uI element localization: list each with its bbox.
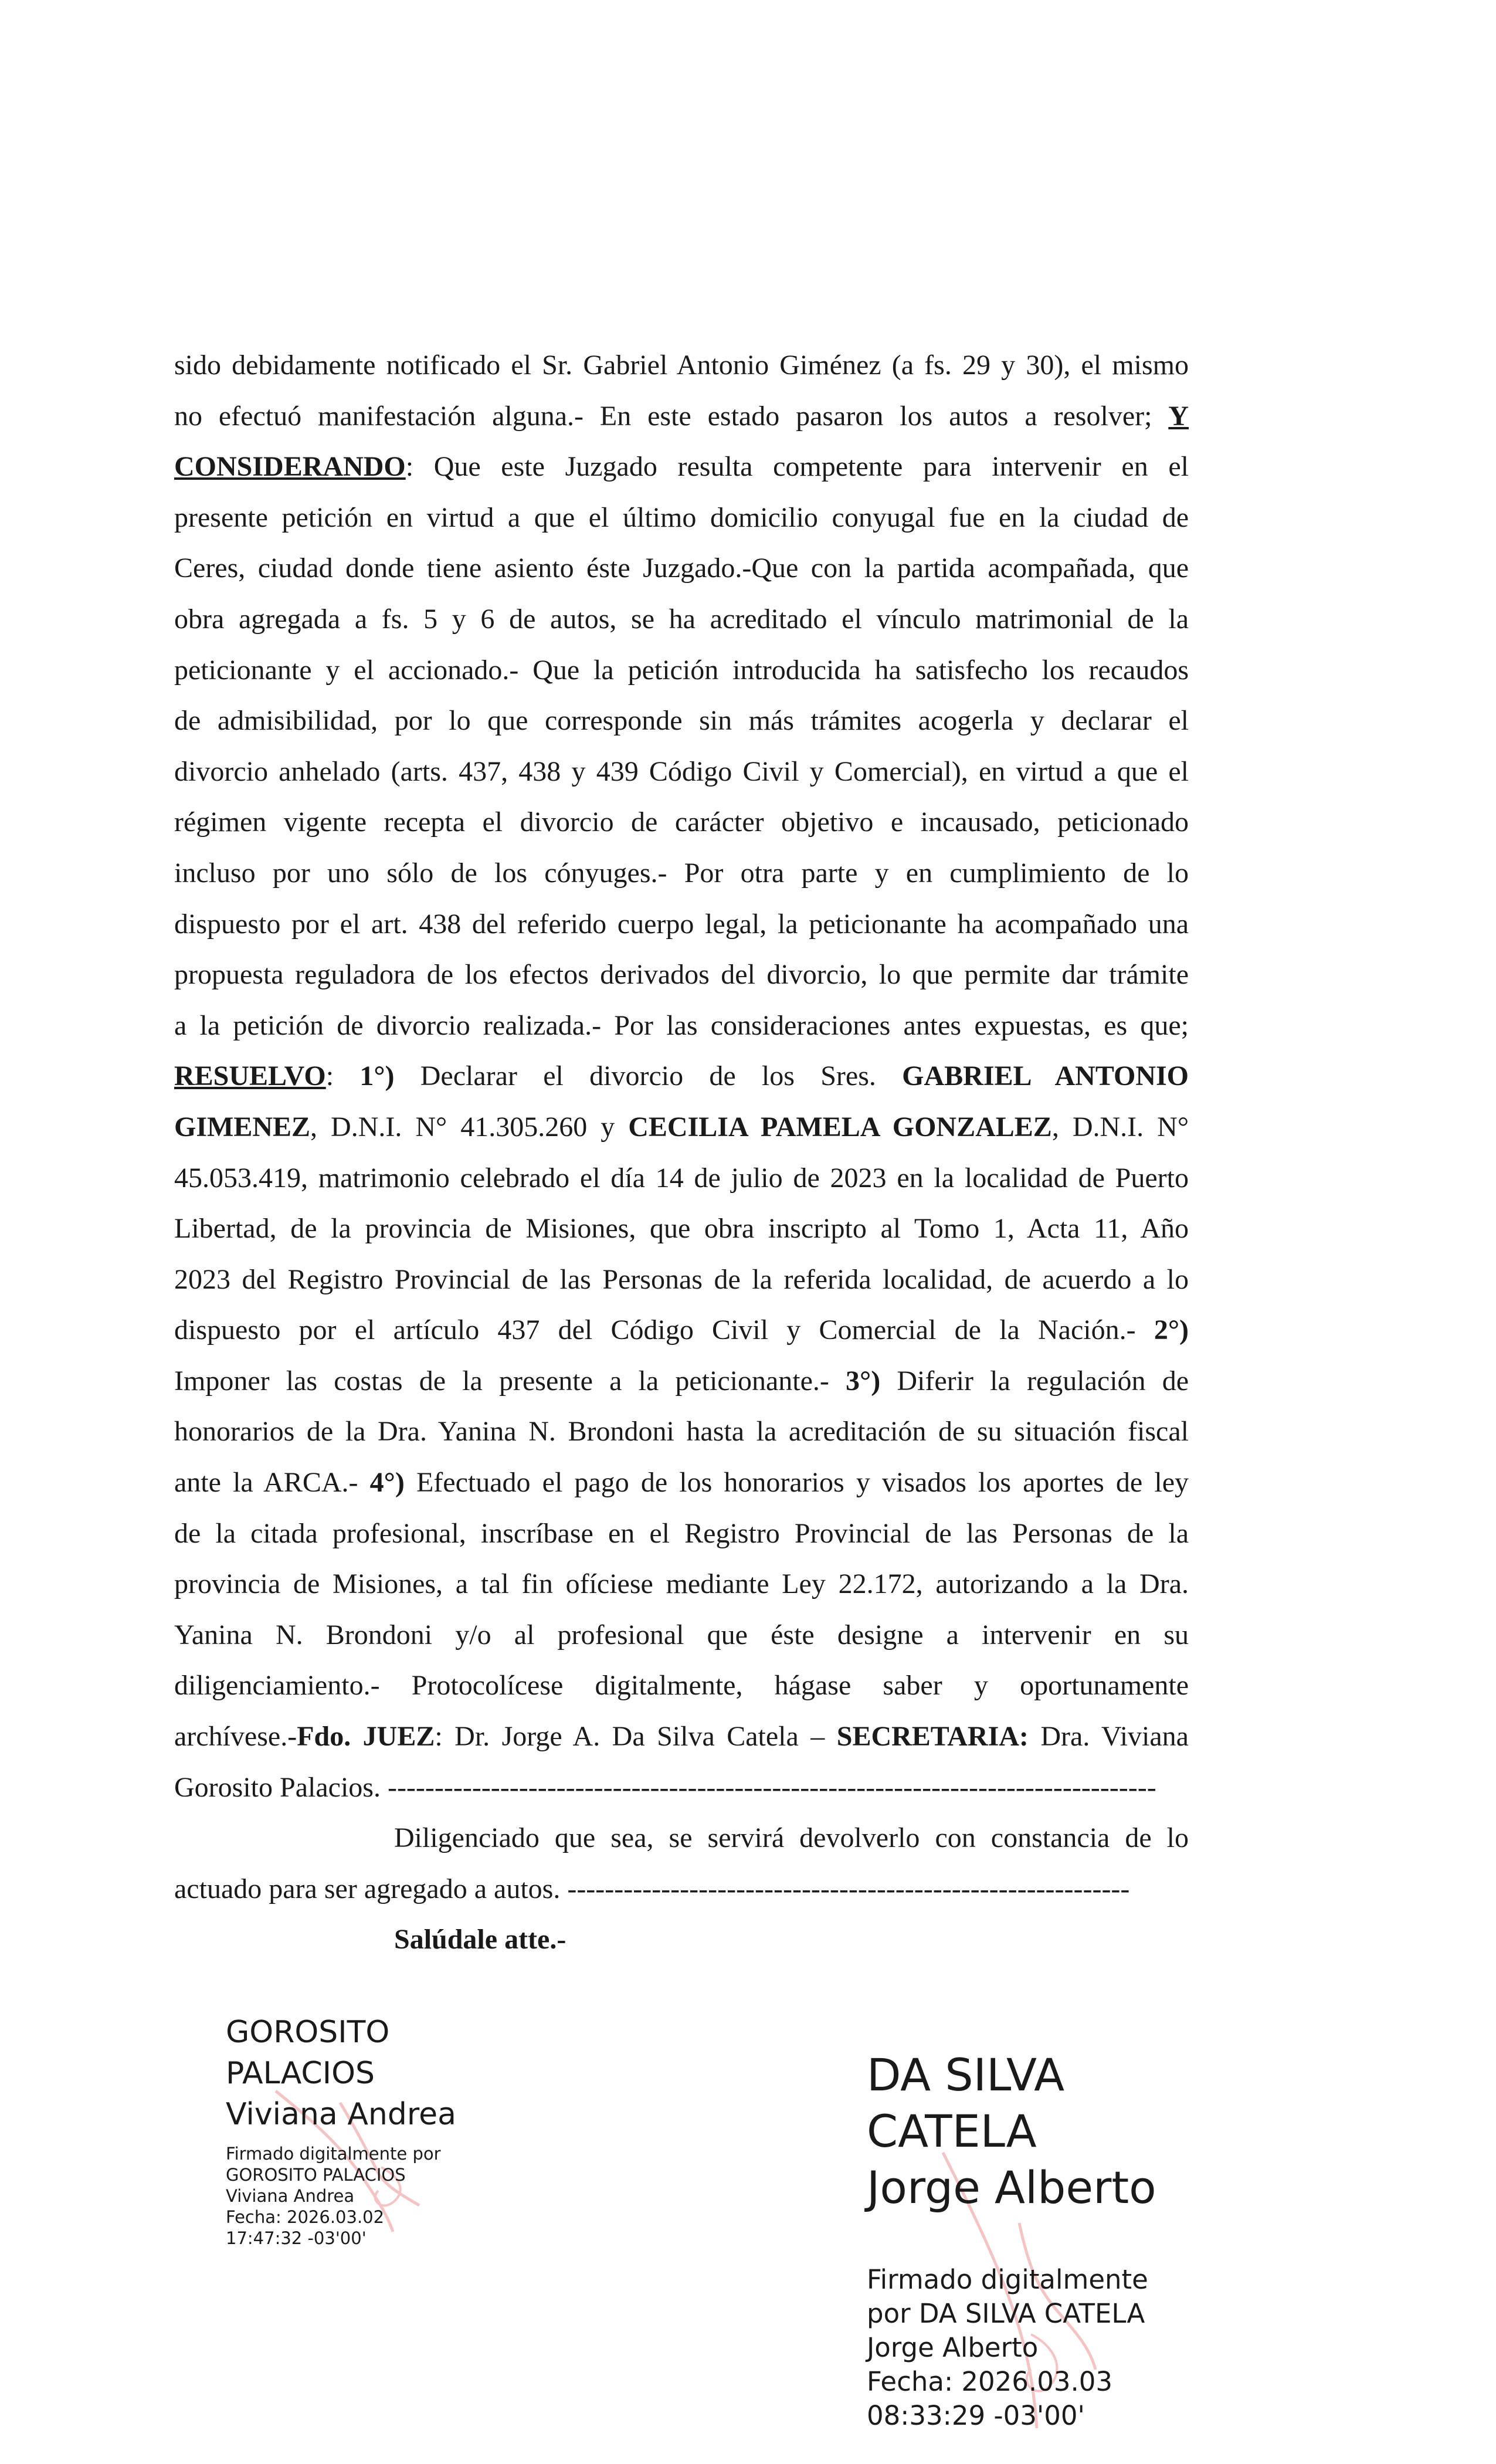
text-segment: divorcio anhelado (arts. 437, 438 y 439 Código Civil y Comercial), en virtud a que el xyxy=(174,755,1189,787)
text-line xyxy=(174,1406,1189,1458)
text-segment: provincia de Misiones, a tal fin ofíciese mediante Ley 22.172, autorizando a la Dra. xyxy=(174,1568,1189,1600)
text-line xyxy=(174,543,1189,594)
text-line xyxy=(174,899,1189,950)
text-segment: GABRIEL ANTONIO xyxy=(902,1060,1189,1092)
text-segment: obra agregada a fs. 5 y 6 de autos, se ha acreditado el vínculo matrimonial de la xyxy=(174,603,1189,635)
text-segment: Diligenciado que sea, se servirá devolverlo con constancia de lo xyxy=(394,1822,1189,1854)
signer-name-line: Viviana Andrea xyxy=(226,2097,456,2132)
signer-name xyxy=(226,2012,554,2135)
text-segment: , D.N.I. N° 41.305.260 y xyxy=(310,1111,629,1143)
text-segment: Gorosito Palacios. ---------------------------------------------------------------------------------- xyxy=(174,1771,1156,1803)
signature-meta-line: por DA SILVA CATELA xyxy=(867,2298,1145,2329)
text-segment: : xyxy=(325,1060,360,1092)
text-line xyxy=(174,1914,1189,1965)
text-segment: CONSIDERANDO xyxy=(174,451,406,483)
text-segment: de la citada profesional, inscríbase en el Registro Provincial de las Personas de la xyxy=(174,1517,1189,1549)
signature-meta-line: Fecha: 2026.03.03 xyxy=(867,2366,1113,2397)
text-segment: 4°) xyxy=(369,1467,405,1499)
text-segment: 1°) xyxy=(359,1060,395,1092)
text-line xyxy=(174,1102,1189,1153)
text-line xyxy=(174,1509,1189,1560)
text-line xyxy=(174,1559,1189,1610)
text-line xyxy=(174,1660,1189,1711)
text-segment: Fdo. JUEZ xyxy=(297,1721,435,1753)
signature-meta-line: Firmado digitalmente xyxy=(867,2264,1148,2295)
text-segment: ante la ARCA.- xyxy=(174,1467,370,1499)
text-segment: SECRETARIA: xyxy=(836,1721,1029,1753)
text-line xyxy=(174,1255,1189,1306)
text-line xyxy=(174,1711,1189,1763)
text-line xyxy=(174,340,1189,391)
text-segment: 3°) xyxy=(846,1365,881,1397)
text-line xyxy=(174,1001,1189,1052)
text-segment: régimen vigente recepta el divorcio de carácter objetivo e incausado, peticionado xyxy=(174,806,1189,838)
text-segment: 2023 del Registro Provincial de las Personas de la referida localidad, de acuerdo a lo xyxy=(174,1263,1189,1295)
text-line xyxy=(174,1356,1189,1407)
text-segment: diligenciamiento.- Protocolícese digitalmente, hágase saber y oportunamente xyxy=(174,1670,1189,1702)
text-segment: Diferir la regulación de xyxy=(880,1365,1189,1397)
signature-meta-line: 17:47:32 -03'00' xyxy=(226,2228,367,2248)
text-line xyxy=(174,594,1189,645)
signature-meta xyxy=(226,2143,554,2249)
text-segment: presente petición en virtud a que el último domicilio conyugal fue en la ciudad de xyxy=(174,501,1189,533)
signer-name-line: DA SILVA xyxy=(867,2049,1065,2101)
signature-secretaria xyxy=(226,2012,554,2258)
signature-meta xyxy=(867,2263,1230,2433)
text-segment: dispuesto por el artículo 437 del Código Civil y Comercial de la Nación.- xyxy=(174,1314,1154,1346)
text-line xyxy=(174,1153,1189,1204)
text-segment: a la petición de divorcio realizada.- Por las consideraciones antes expuestas, es que; xyxy=(174,1009,1189,1041)
text-segment: incluso por uno sólo de los cónyuges.- Por otra parte y en cumplimiento de lo xyxy=(174,857,1189,889)
text-line xyxy=(174,1610,1189,1661)
text-line xyxy=(174,1305,1189,1356)
text-segment: Ceres, ciudad donde tiene asiento éste Juzgado.-Que con la partida acompañada, que xyxy=(174,553,1189,584)
signer-name xyxy=(867,2047,1230,2216)
text-segment: , D.N.I. N° xyxy=(1051,1111,1189,1143)
text-line xyxy=(174,1458,1189,1509)
text-segment: Libertad, de la provincia de Misiones, que obra inscripto al Tomo 1, Acta 11, Año xyxy=(174,1213,1189,1245)
text-segment: CECILIA PAMELA GONZALEZ xyxy=(628,1111,1052,1143)
text-segment: 45.053.419, matrimonio celebrado el día 14 de julio de 2023 en la localidad de Puerto xyxy=(174,1162,1189,1194)
text-segment: peticionante y el accionado.- Que la petición introducida ha satisfecho los recaudos xyxy=(174,654,1189,686)
text-segment: no efectuó manifestación alguna.- En este estado pasaron los autos a resolver; xyxy=(174,400,1169,432)
text-line xyxy=(174,696,1189,747)
text-segment: : Dr. Jorge A. Da Silva Catela – xyxy=(435,1721,837,1753)
text-line xyxy=(174,493,1189,544)
text-line xyxy=(174,797,1189,848)
text-segment: dispuesto por el art. 438 del referido cuerpo legal, la peticionante ha acompañado una xyxy=(174,908,1189,940)
text-segment: Y xyxy=(1168,400,1189,432)
text-segment: RESUELVO xyxy=(174,1060,326,1092)
document-body xyxy=(174,340,1189,1965)
text-line xyxy=(174,848,1189,899)
signature-meta-line: Fecha: 2026.03.02 xyxy=(226,2207,385,2227)
text-line xyxy=(174,747,1189,798)
text-line xyxy=(174,1864,1189,1915)
text-segment: Declarar el divorcio de los Sres. xyxy=(394,1060,903,1092)
signature-meta-line: Viviana Andrea xyxy=(226,2186,355,2206)
text-line xyxy=(174,645,1189,696)
signer-name-line: Jorge Alberto xyxy=(867,2161,1156,2214)
text-line xyxy=(174,391,1189,442)
text-segment: sido debidamente notificado el Sr. Gabriel Antonio Giménez (a fs. 29 y 30), el mismo xyxy=(174,350,1189,381)
text-segment: Dra. Viviana xyxy=(1028,1721,1189,1753)
text-line xyxy=(174,1051,1189,1102)
text-segment: archívese.- xyxy=(174,1721,297,1753)
signature-meta-line: GOROSITO PALACIOS xyxy=(226,2165,406,2185)
text-segment: Imponer las costas de la presente a la peticionante.- xyxy=(174,1365,846,1397)
text-segment: actuado para ser agregado a autos. ------------------------------------------------------------ xyxy=(174,1873,1130,1904)
text-line xyxy=(174,442,1189,493)
text-segment: propuesta reguladora de los efectos derivados del divorcio, lo que permite dar trámite xyxy=(174,959,1189,991)
signature-meta-line: 08:33:29 -03'00' xyxy=(867,2400,1085,2431)
text-line xyxy=(174,1813,1189,1864)
signer-name-line: CATELA xyxy=(867,2105,1037,2157)
text-segment: de admisibilidad, por lo que corresponde sin más trámites acogerla y declarar el xyxy=(174,705,1189,737)
text-segment: GIMENEZ xyxy=(174,1111,311,1143)
text-segment: Salúdale atte.- xyxy=(394,1924,566,1955)
text-segment: honorarios de la Dra. Yanina N. Brondoni hasta la acreditación de su situación fiscal xyxy=(174,1416,1189,1448)
text-segment: : Que este Juzgado resulta competente para intervenir en el xyxy=(405,451,1189,483)
signature-meta-line: Firmado digitalmente por xyxy=(226,2144,441,2164)
text-segment: 2°) xyxy=(1154,1314,1189,1346)
text-line xyxy=(174,950,1189,1001)
signature-meta-line: Jorge Alberto xyxy=(867,2332,1039,2363)
text-line xyxy=(174,1204,1189,1255)
signer-name-line: GOROSITO xyxy=(226,2015,390,2050)
text-segment: Yanina N. Brondoni y/o al profesional que éste designe a intervenir en su xyxy=(174,1619,1189,1650)
signature-juez xyxy=(867,2047,1230,2458)
signer-name-line: PALACIOS xyxy=(226,2056,375,2091)
text-segment: Efectuado el pago de los honorarios y visados los aportes de ley xyxy=(404,1467,1189,1499)
text-line xyxy=(174,1763,1189,1814)
